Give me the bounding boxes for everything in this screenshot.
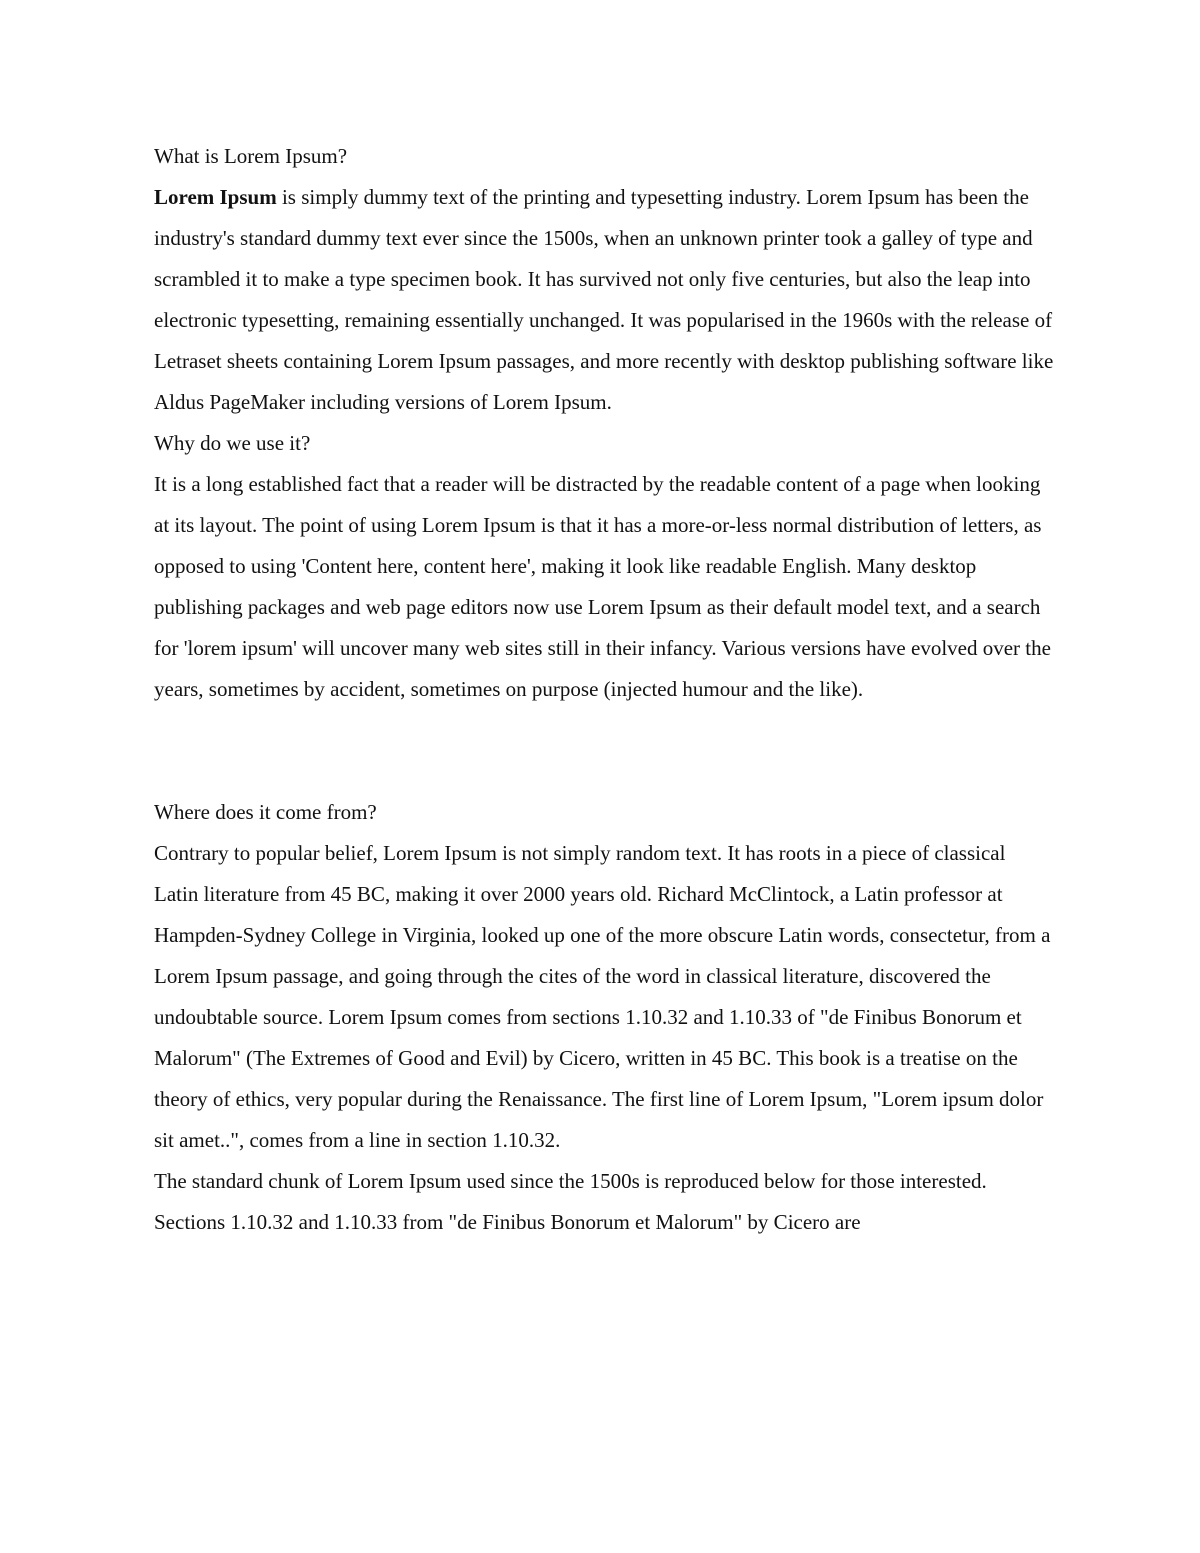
- bold-term: Lorem Ipsum: [154, 185, 277, 209]
- paragraph-why-use-it: It is a long established fact that a reader will be distracted by the readable content of a page when looking at its layout. The point of using Lorem Ipsum is that it has a more-or-less normal distribution of letters, as opposed to using 'Content here, content here', making it look like readable English. Many desktop publishing packages and web page editors now use Lorem Ipsum as their default model text, and a search for 'lorem ipsum' will uncover many web sites still in their infancy. Various versions have evolved over the years, sometimes by accident, sometimes on purpose (injected humour and the like).: [154, 472, 1051, 701]
- document-body: [154, 136, 1054, 1243]
- heading-why-use-it: Why do we use it?: [154, 431, 311, 455]
- paragraph-text: is simply dummy text of the printing and typesetting industry. Lorem Ipsum has been the industry's standard dummy text ever since the 1500s, when an unknown printer took a galley of type and scrambled it to make a type specimen book. It has survived not only five centuries, but also the leap into electronic typesetting, remaining essentially unchanged. It was popularised in the 1960s with the release of Letraset sheets containing Lorem Ipsum passages, and more recently with desktop publishing software like Aldus PageMaker including versions of Lorem Ipsum.: [154, 185, 1054, 414]
- paragraph-what-is-lorem-ipsum: [154, 177, 1054, 423]
- paragraph-standard-chunk: The standard chunk of Lorem Ipsum used since the 1500s is reproduced below for those interested. Sections 1.10.32 and 1.10.33 from "de Finibus Bonorum et Malorum" by Cicero are: [154, 1169, 987, 1234]
- heading-what-is-lorem-ipsum: What is Lorem Ipsum?: [154, 144, 348, 168]
- paragraph-where-from: Contrary to popular belief, Lorem Ipsum is not simply random text. It has roots in a piece of classical Latin literature from 45 BC, making it over 2000 years old. Richard McClintock, a Latin professor at Hampden-Sydney College in Virginia, looked up one of the more obscure Latin words, consectetur, from a Lorem Ipsum passage, and going through the cites of the word in classical literature, discovered the undoubtable source. Lorem Ipsum comes from sections 1.10.32 and 1.10.33 of "de Finibus Bonorum et Malorum" (The Extremes of Good and Evil) by Cicero, written in 45 BC. This book is a treatise on the theory of ethics, very popular during the Renaissance. The first line of Lorem Ipsum, "Lorem ipsum dolor sit amet..", comes from a line in section 1.10.32.: [154, 841, 1051, 1152]
- heading-where-from: Where does it come from?: [154, 800, 377, 824]
- blank-lines: [154, 710, 1054, 792]
